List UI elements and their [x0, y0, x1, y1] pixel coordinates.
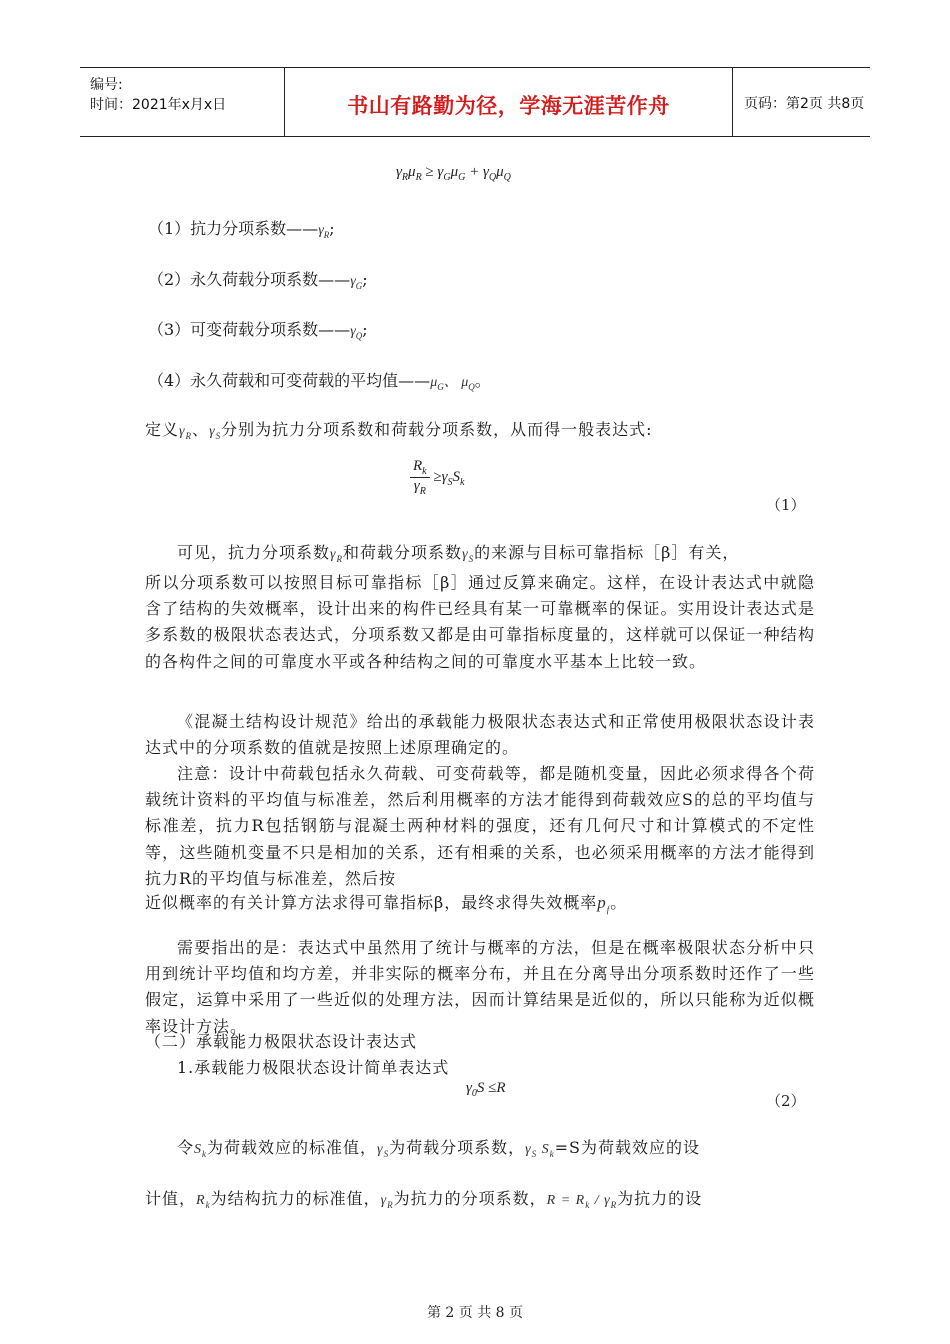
text-span: 为荷载效应的标准值， — [207, 1138, 378, 1157]
paragraph-2: 《混凝土结构设计规范》给出的承载能力极限状态表达式和正常使用极限状态设计表达式中的分项系数的值就是按照上述原理确定的。 — [145, 712, 815, 758]
list-item-text: （4）永久荷载和可变荷载的平均值—— — [148, 371, 431, 390]
gamma-r-symbol: $\gamma_R$ — [179, 424, 193, 441]
list-item-suffix: 。 — [474, 371, 491, 390]
equation-1-number: （1） — [766, 496, 806, 514]
paragraph-5-line-2 — [145, 1186, 702, 1218]
main-formula — [396, 164, 511, 183]
equation-2-number: （2） — [766, 1092, 806, 1110]
text-span: 近似概率的有关计算方法求得可靠指标β，最终求得失效概率 — [145, 893, 598, 912]
gamma-s-symbol: $\gamma_S$ — [209, 424, 222, 441]
equation-2: $\gamma_0S \le R$ — [466, 1080, 506, 1099]
page-header — [80, 67, 870, 137]
definition-prefix: 定义 — [145, 420, 180, 439]
rk-symbol: $R_k$ — [196, 1193, 211, 1210]
definition-line — [145, 417, 653, 449]
list-item-suffix: ; — [329, 219, 335, 238]
gamma-s-symbol: $\gamma_S$ — [377, 1142, 390, 1159]
header-info-cell — [80, 68, 284, 136]
list-item-text: （3）可变荷载分项系数—— — [148, 320, 351, 339]
text-span: 为荷载分项系数， — [389, 1138, 526, 1157]
gamma-s-sk-symbol: $\gamma_S$ $S_k$ — [525, 1142, 555, 1159]
paragraph-4: 需要指出的是：表达式中虽然用了统计与概率的方法，但是在概率极限状态分析中只用到统计平均值和均方差，并非实际的概率分布，并且在分离导出分项系数时还作了一些假定，运算中采用了一些近似的处理方法，因而计算结果是近似的，所以只能称为近似概率设计方法。 — [145, 938, 815, 1036]
document-date-label: 时间：2021年x月x日 — [90, 97, 227, 113]
text-span: =S为荷载效应的设 — [554, 1138, 700, 1157]
equation-1: $\frac{R_k}{\gamma_R}$ $\ge\gamma_SS_k$ — [410, 458, 464, 497]
text-span: 为抗力的分项系数， — [393, 1189, 547, 1208]
list-item-2 — [148, 267, 368, 299]
gamma-r-symbol: $\gamma_R$ — [330, 547, 344, 564]
definition-separator: 、 — [192, 420, 210, 439]
gamma-r-symbol: $\gamma_R$ — [380, 1193, 394, 1210]
paragraph-1-first-line — [177, 540, 739, 572]
text-span: 的来源与目标可靠指标［β］有关， — [474, 543, 740, 562]
gamma-s-symbol: $\gamma_S$ — [462, 547, 475, 564]
list-item-suffix: ; — [362, 320, 368, 339]
gamma-q-symbol: $\gamma_Q$ — [350, 324, 363, 341]
document-number-label: 编号: — [90, 77, 123, 93]
list-item-text: （1）抗力分项系数—— — [148, 219, 319, 238]
paragraph-3-last-line — [145, 890, 627, 922]
motto-text: 书山有路勤为径，学海无涯苦作舟 — [347, 94, 670, 118]
header-page-cell — [732, 68, 870, 136]
list-item-4 — [148, 368, 491, 400]
gamma-g-symbol: $\gamma_G$ — [350, 274, 363, 291]
page-footer: 第 2 页 共 8 页 — [426, 1305, 524, 1321]
mu-symbols: $\mu_G$、 $\mu_Q$ — [430, 375, 475, 392]
list-item-text: （2）永久荷载分项系数—— — [148, 270, 351, 289]
text-span: 。 — [610, 893, 628, 912]
paragraph-1-body: 所以分项系数可以按照目标可靠指标［β］通过反算来确定。这样，在设计表达式中就隐含了结构的失效概率，设计出来的构件已经具有某一可靠概率的保证。实用设计表达式是多系数的极限状态表达式，分项系数又都是由可靠指标度量的，这样就可以保证一种结构的各构件之间的可靠度水平或各种结构之间的可靠度水平基本上比较一致。 — [145, 573, 815, 671]
pf-symbol: $p_f$ — [597, 893, 611, 915]
subsection-title: 1.承载能力极限状态设计简单表达式 — [177, 1058, 450, 1077]
text-span: 令 — [177, 1138, 195, 1157]
page-number-label: 页码：第2页 共8页 — [744, 96, 865, 112]
paragraph-5-line-1 — [177, 1135, 700, 1167]
header-motto-cell — [284, 68, 733, 136]
text-span: 计值， — [145, 1189, 197, 1208]
list-item-1 — [148, 216, 335, 248]
text-span: 为抗力的设 — [617, 1189, 703, 1208]
list-item-suffix: ; — [362, 270, 368, 289]
definition-text: 分别为抗力分项系数和荷载分项系数，从而得一般表达式: — [221, 420, 653, 439]
text-span: 为结构抗力的标准值， — [210, 1189, 381, 1208]
text-span: 可见，抗力分项系数 — [177, 543, 331, 562]
gamma-r-symbol: $\gamma_R$ — [318, 223, 330, 240]
text-span: 和荷载分项系数 — [343, 543, 463, 562]
fraction: $\frac{R_k}{\gamma_R}$ — [410, 458, 430, 497]
formula-content: $\gamma_R\mu_R \ge \gamma_G\mu_G + \gamma_Q\mu_Q$ — [396, 164, 511, 183]
r-formula-symbol: $R = R_k / \gamma_R$ — [546, 1193, 618, 1210]
sk-symbol: $S_k$ — [194, 1142, 208, 1159]
section-title: （二）承载能力极限状态设计表达式 — [145, 1032, 418, 1051]
paragraph-3: 注意：设计中荷载包括永久荷载、可变荷载等，都是随机变量，因此必须求得各个荷载统计资料的平均值与标准差，然后利用概率的方法才能得到荷载效应S的总的平均值与标准差，抗力R包括钢筋与混凝土两种材料的强度，还有几何尺寸和计算模式的不定性等，这些随机变量不只是相加的关系，还有相乘的关系，也必须采用概率的方法才能得到抗力R的平均值与标准差，然后按 — [145, 764, 815, 888]
list-item-3 — [148, 317, 368, 349]
